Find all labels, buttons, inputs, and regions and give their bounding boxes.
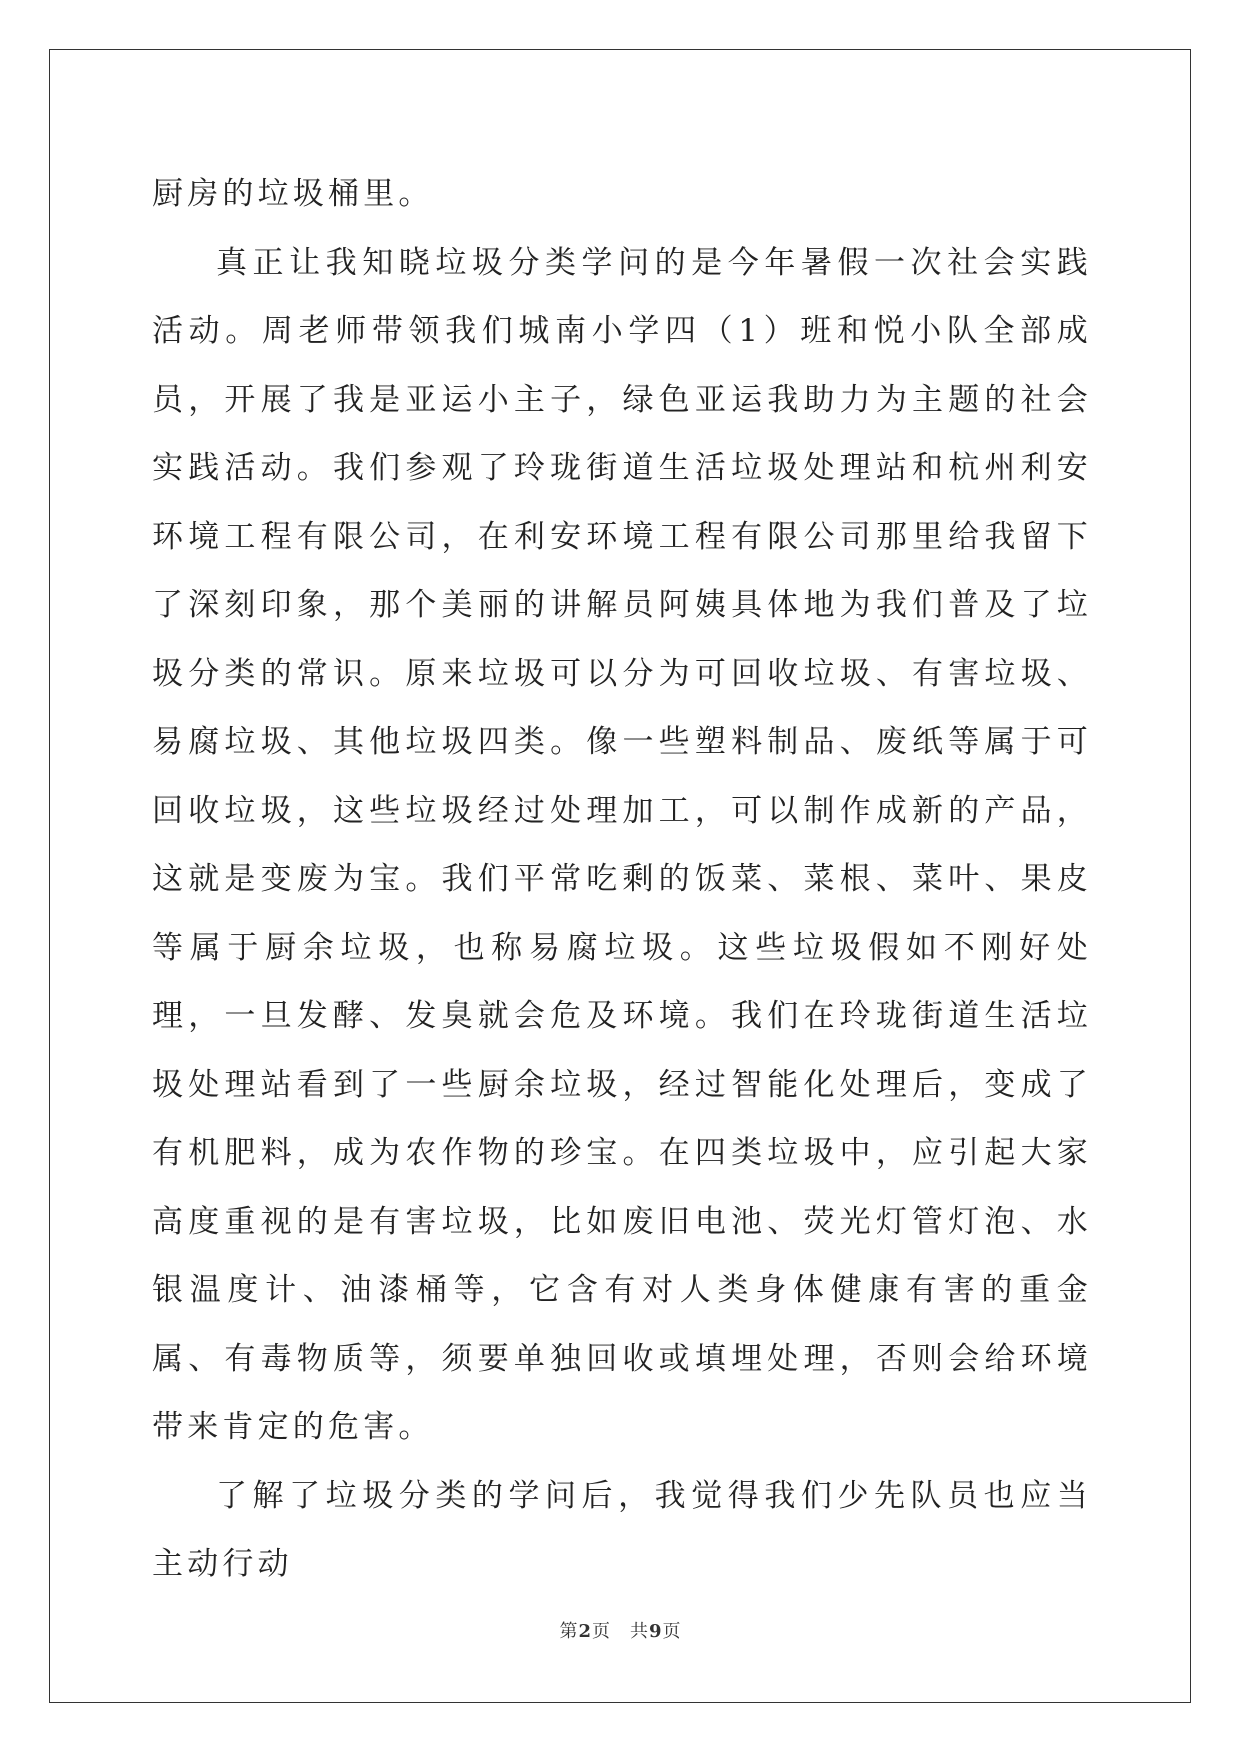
page-footer: [0, 1617, 1241, 1643]
paragraph-1: 厨房的垃圾桶里。: [152, 176, 434, 212]
paragraph-2: 真正让我知晓垃圾分类学问的是今年暑假一次社会实践活动。周老师带领我们城南小学四（1）班和悦小队全部成员，开展了我是亚运小主子，绿色亚运我助力为主题的社会实践活动。我们参观了玲珑街道生活垃圾处理站和杭州利安环境工程有限公司，在利安环境工程有限公司那里给我留下了深刻印象，那个美丽的讲解员阿姨具体地为我们普及了垃圾分类的常识。原来垃圾可以分为可回收垃圾、有害垃圾、易腐垃圾、其他垃圾四类。像一些塑料制品、废纸等属于可回收垃圾，这些垃圾经过处理加工，可以制作成新的产品，这就是变废为宝。我们平常吃剩的饭菜、菜根、菜叶、果皮等属于厨余垃圾，也称易腐垃圾。这些垃圾假如不刚好处理，一旦发酵、发臭就会危及环境。我们在玲珑街道生活垃圾处理站看到了一些厨余垃圾，经过智能化处理后，变成了有机肥料，成为农作物的珍宝。在四类垃圾中，应引起大家高度重视的是有害垃圾，比如废旧电池、荧光灯管灯泡、水银温度计、油漆桶等，它含有对人类身体健康有害的重金属、有毒物质等，须要单独回收或填埋处理，否则会给环境带来肯定的危害。: [152, 244, 1092, 1445]
footer-middle: 页 共: [592, 1621, 649, 1642]
footer-suffix: 页: [662, 1621, 682, 1642]
paragraph-3: 了解了垃圾分类的学问后，我觉得我们少先队员也应当主动行动: [152, 1477, 1092, 1582]
footer-current-page: 2: [578, 1621, 592, 1642]
document-body: [152, 160, 1092, 1599]
footer-total-pages: 9: [649, 1621, 663, 1642]
footer-prefix: 第: [559, 1621, 579, 1642]
